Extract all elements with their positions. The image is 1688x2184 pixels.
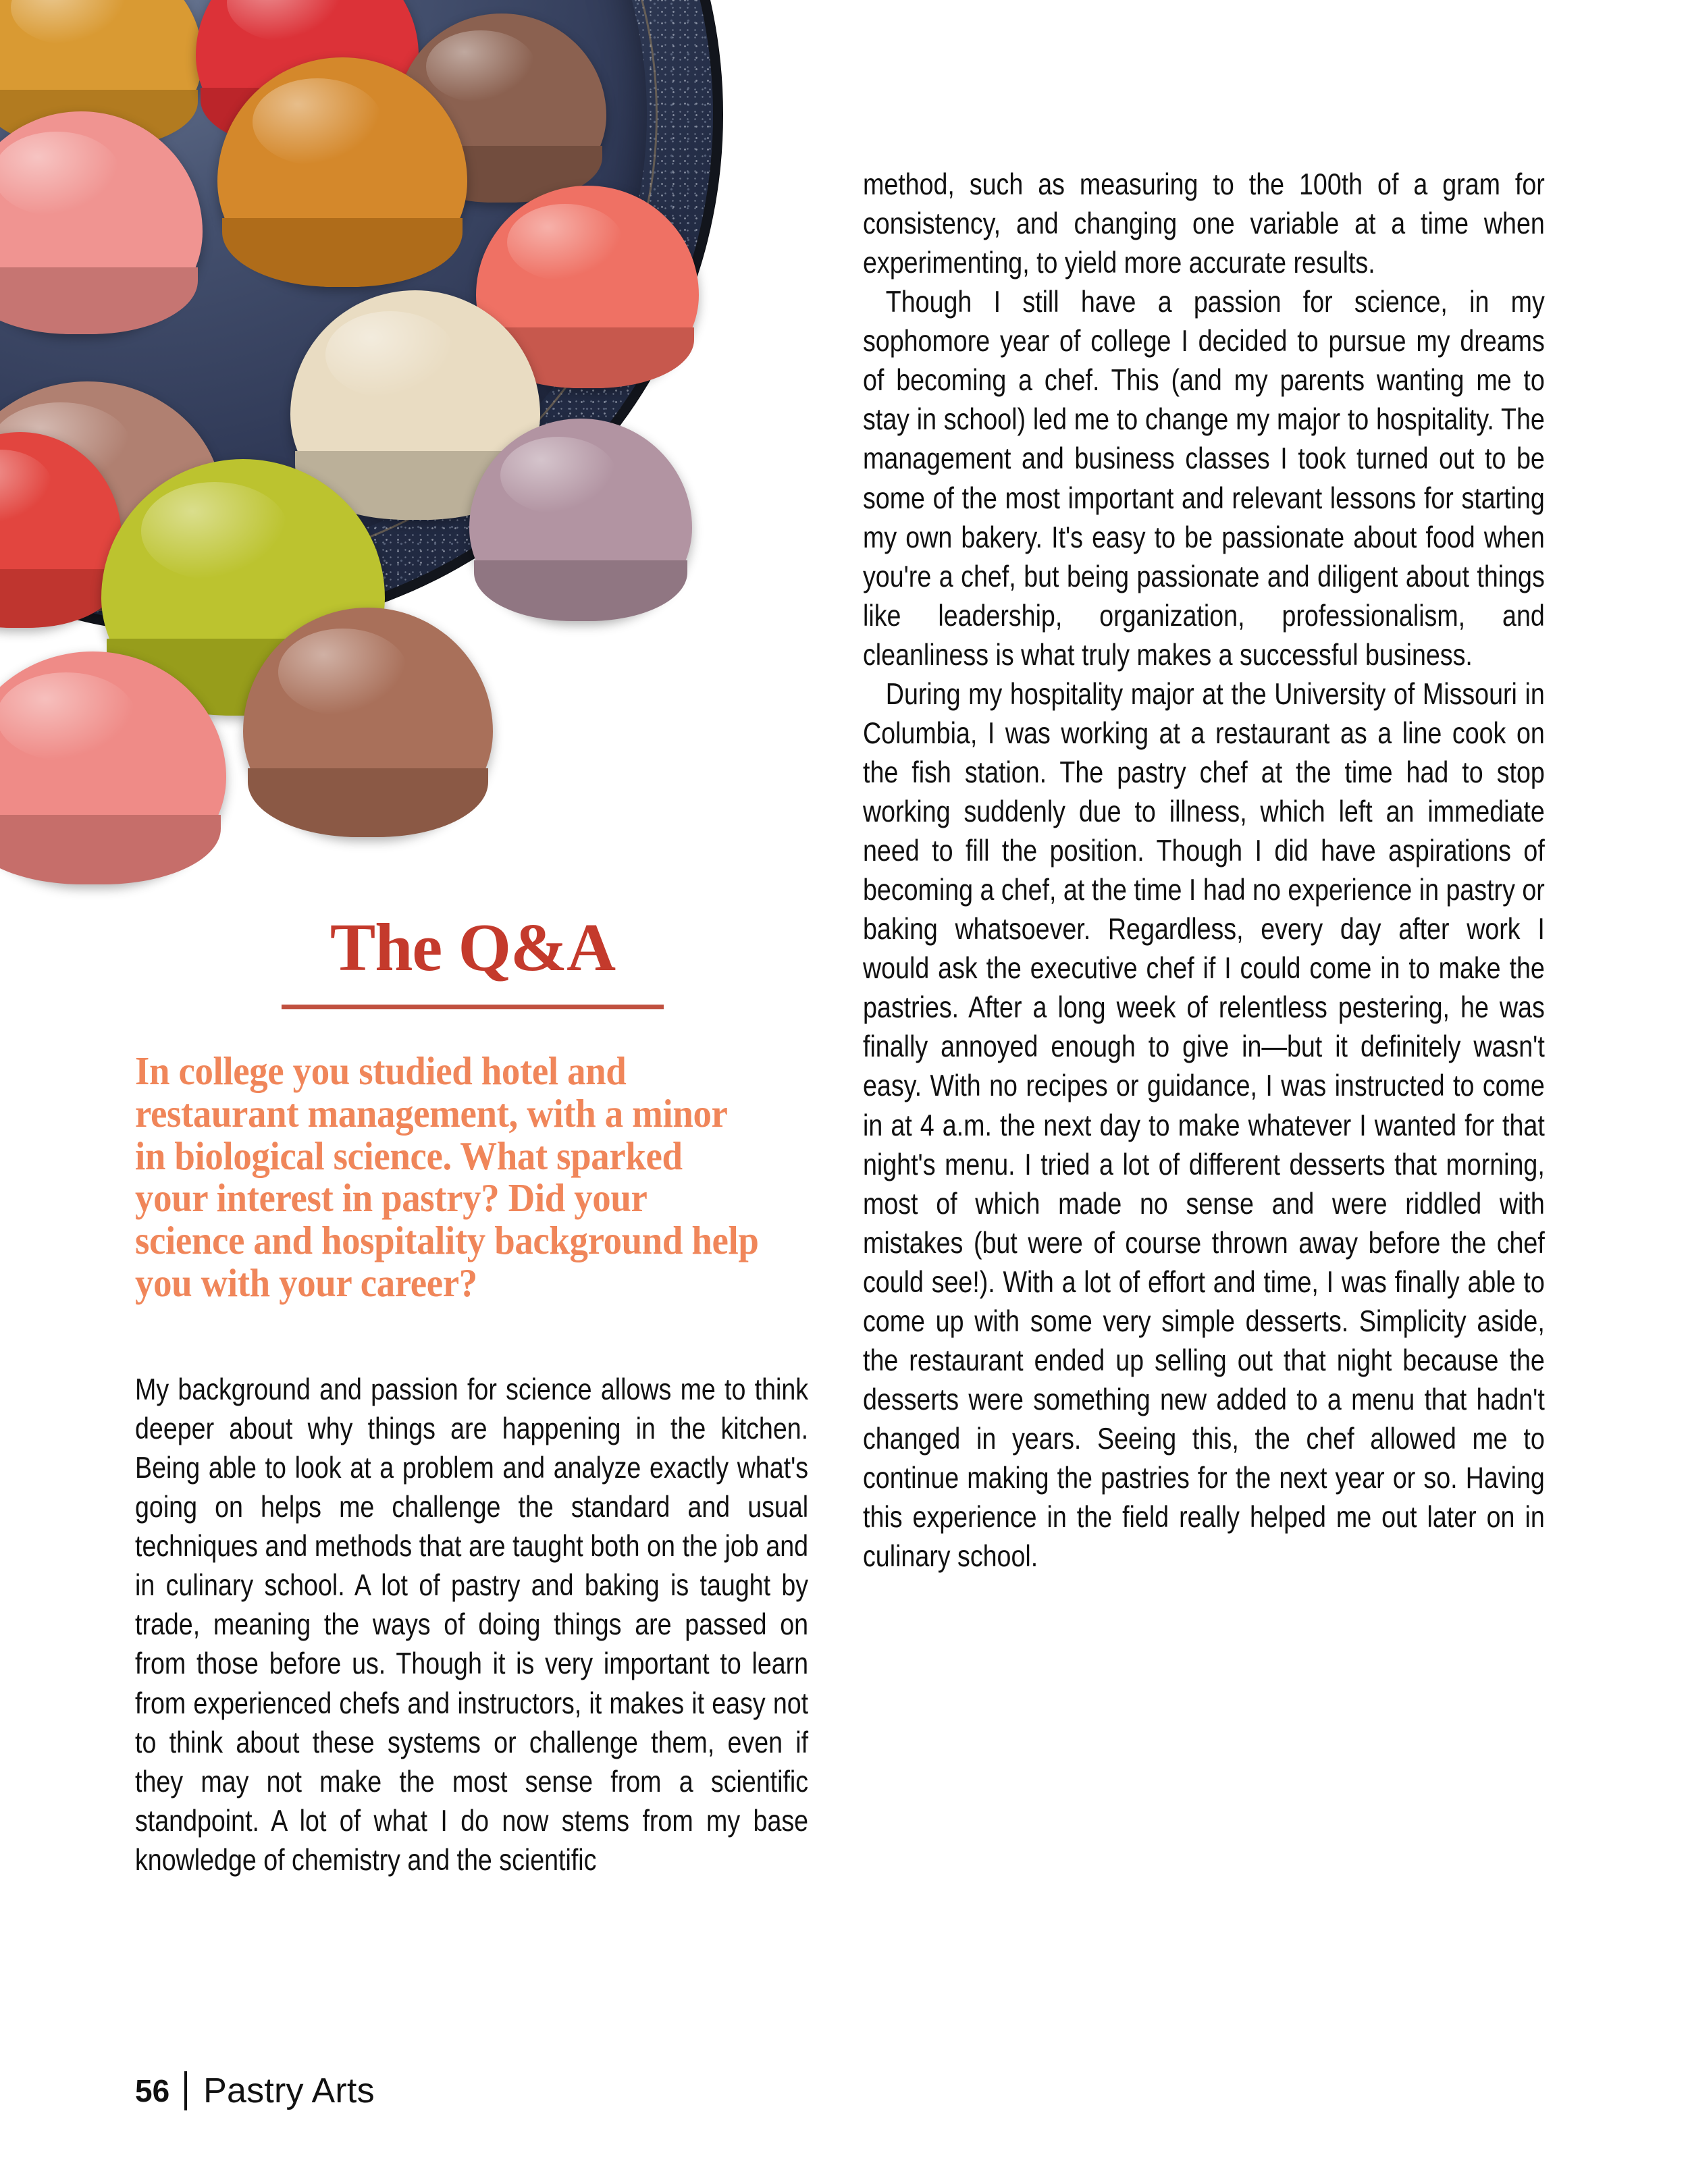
- macaron-photo: [0, 0, 731, 915]
- title-divider-rule: [282, 1005, 664, 1009]
- footer-magazine-name: Pastry Arts: [203, 2071, 375, 2110]
- footer-page-number: 56: [135, 2073, 170, 2108]
- body-column-left: [135, 1370, 808, 1880]
- footer-divider: [184, 2071, 187, 2110]
- page-footer: [135, 2069, 375, 2112]
- page-title: The Q&A: [329, 909, 616, 985]
- paragraph: method, such as measuring to the 100th of a gram for consistency, and changing one variable at a time when experimenting, to yield more accurate results.: [863, 168, 1545, 280]
- body-column-right: [863, 165, 1545, 1576]
- title-block: [135, 909, 810, 1009]
- macaron-lavender-right: [469, 419, 692, 621]
- paragraph: My background and passion for science allows me to think deeper about why things are happening in the kitchen. Being able to look at a problem and analyze exactly what's going on helps me challenge the standard and usual techniques and methods that are taught both on the job and in culinary school. A lot of pastry and baking is taught by trade, meaning the ways of doing things are passed on from those before us. Though it is very important to learn from experienced chefs and instructors, it makes it easy not to think about these systems or challenge them, even if they may not make the most sense from a scientific standpoint. A lot of what I do now stems from my base knowledge of chemistry and the scientific: [135, 1373, 809, 1877]
- interview-question: In college you studied hotel and restaurant management, with a minor in biological science. What sparked your interest in pastry? Did your science and hospitality background help you with your career?: [135, 1048, 759, 1306]
- paragraph: During my hospitality major at the University of Missouri in Columbia, I was working at a restaurant as a line cook on the fish station. The pastry chef at the time had to stop working suddenly due to illness, which left an immediate need to fill the position. Though I did have aspirations of becoming a chef, at the time I had no experience in pastry or baking whatsoever. Regardless, every day after work I would ask the executive chef if I could come in to make the pastries. After a long week of relentless pestering, he was finally annoyed enough to give in—but it definitely wasn't easy. With no recipes or guidance, I was instructed to come in at 4 a.m. the next day to make whatever I wanted for that night's menu. I tried a lot of different desserts that morning, most of which made no sense and were riddled with mistakes (but were of course thrown away before the chef could see!). With a lot of effort and time, I was finally able to come up with some very simple desserts. Simplicity aside, the restaurant ended up selling out that night because the desserts were something new added to a menu that hadn't changed in years. Seeing this, the chef allowed me to continue making the pastries for the next year or so. Having this experience in the field really helped me out later on in culinary school.: [863, 677, 1545, 1574]
- macaron-cocoa-bottom: [243, 608, 493, 837]
- paragraph: Though I still have a passion for science, in my sophomore year of college I decided to pursue my dreams of becoming a chef. This (and my parents wanting me to stay in school) led me to change my major to hospitality. The management and business classes I took turned out to be some of the most important and relevant lessons for starting my own bakery. It's easy to be passionate about food when you're a chef, but being passionate and diligent about things like leadership, organization, professionalism, and cleanliness is what truly makes a successful business.: [863, 286, 1545, 672]
